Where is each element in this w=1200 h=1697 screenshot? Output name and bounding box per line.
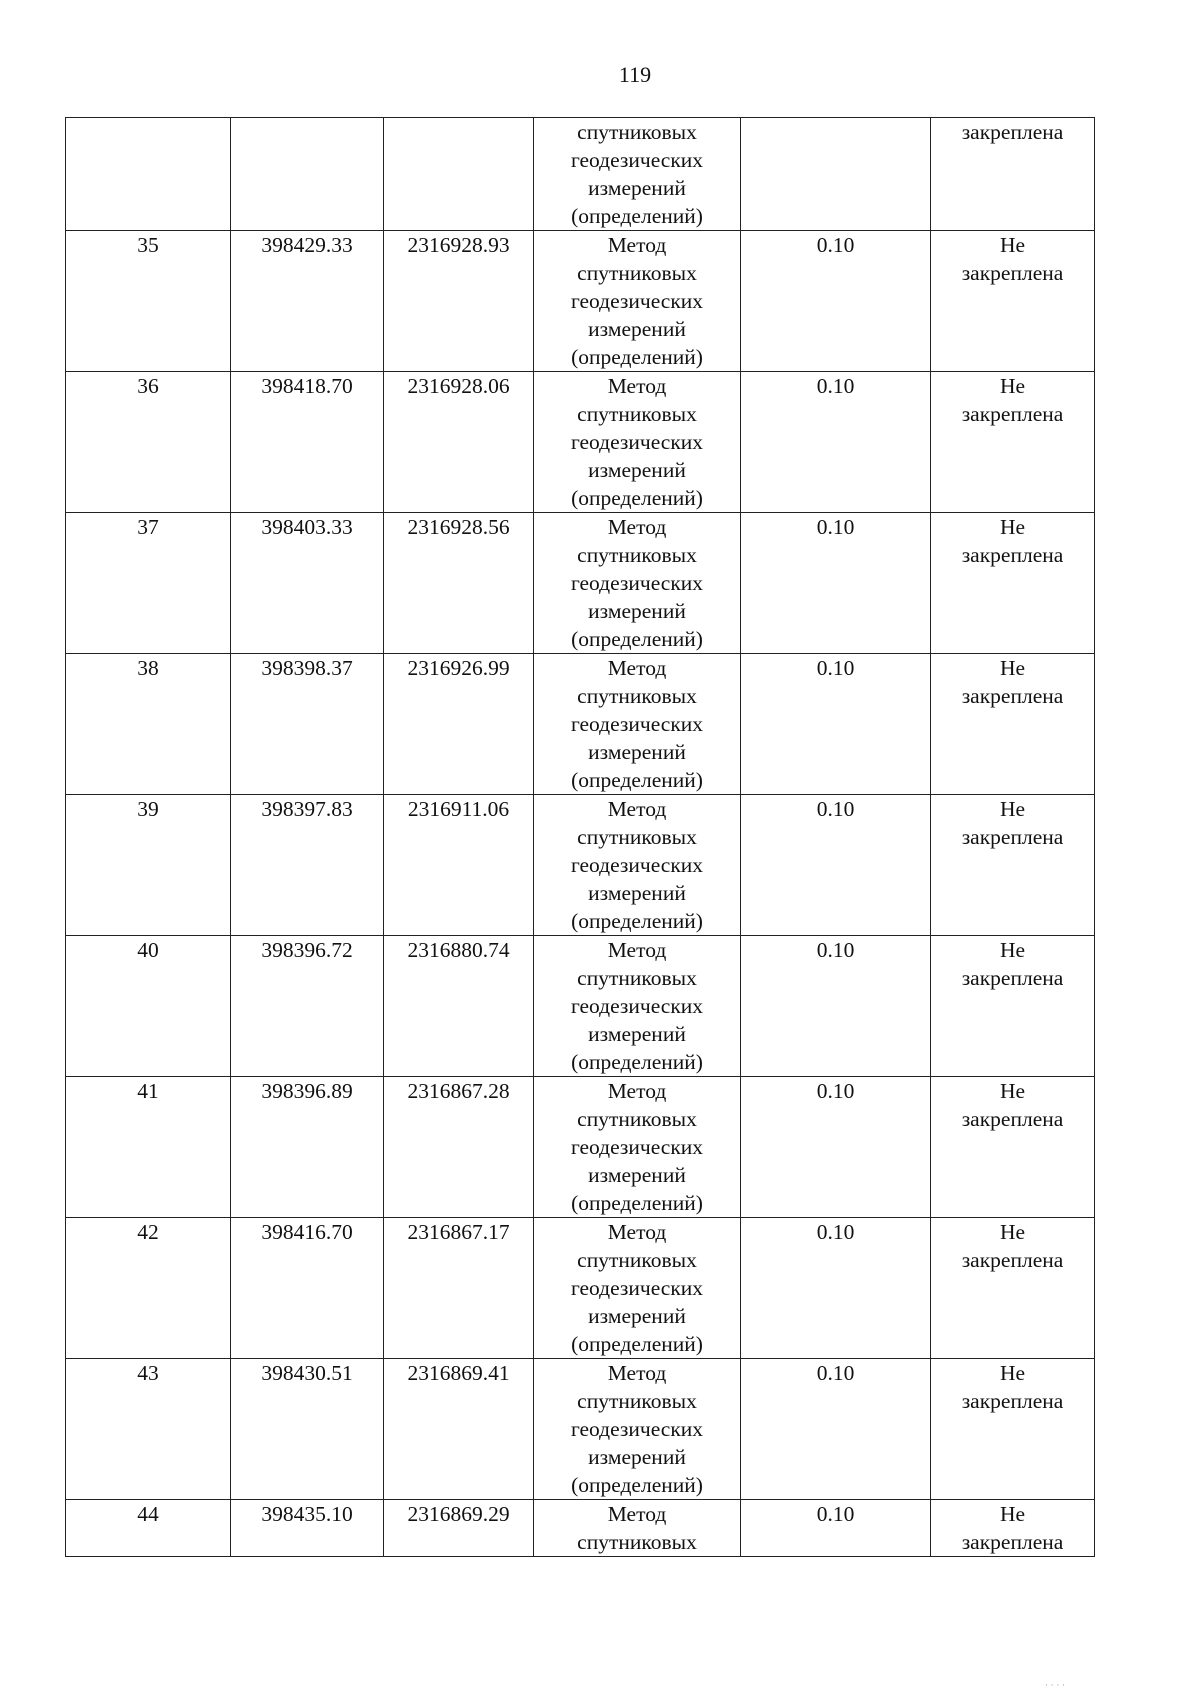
point-number-cell: 36 [66, 372, 231, 513]
y-coordinate-cell: 2316928.56 [384, 513, 534, 654]
x-coordinate-cell: 398430.51 [231, 1359, 384, 1500]
x-coordinate-cell: 398435.10 [231, 1500, 384, 1557]
accuracy-cell: 0.10 [741, 513, 931, 654]
point-number-cell: 43 [66, 1359, 231, 1500]
point-number-cell: 35 [66, 231, 231, 372]
fixation-cell: Не закреплена [931, 1218, 1095, 1359]
method-cell: Метод спутниковых геодезических измерений (определений) [534, 654, 741, 795]
table-body [66, 118, 1095, 1557]
point-number-cell [66, 118, 231, 231]
table-row [66, 372, 1095, 513]
method-cell: Метод спутниковых геодезических измерений (определений) [534, 1077, 741, 1218]
point-number-cell: 37 [66, 513, 231, 654]
point-number-cell: 39 [66, 795, 231, 936]
scan-artifact: · · · · [1045, 1681, 1066, 1691]
table-row [66, 1359, 1095, 1500]
x-coordinate-cell: 398396.89 [231, 1077, 384, 1218]
point-number-cell: 41 [66, 1077, 231, 1218]
method-cell: Метод спутниковых геодезических измерений (определений) [534, 372, 741, 513]
table-row [66, 1218, 1095, 1359]
y-coordinate-cell: 2316911.06 [384, 795, 534, 936]
x-coordinate-cell: 398397.83 [231, 795, 384, 936]
method-cell: спутниковых геодезических измерений (определений) [534, 118, 741, 231]
accuracy-cell: 0.10 [741, 1359, 931, 1500]
method-cell: Метод спутниковых геодезических измерений (определений) [534, 936, 741, 1077]
table-row [66, 1077, 1095, 1218]
y-coordinate-cell: 2316926.99 [384, 654, 534, 795]
accuracy-cell: 0.10 [741, 1218, 931, 1359]
x-coordinate-cell: 398396.72 [231, 936, 384, 1077]
method-cell: Метод спутниковых геодезических измерений (определений) [534, 1218, 741, 1359]
fixation-cell: Не закреплена [931, 372, 1095, 513]
fixation-cell: Не закреплена [931, 654, 1095, 795]
y-coordinate-cell: 2316928.93 [384, 231, 534, 372]
method-cell: Метод спутниковых геодезических измерений (определений) [534, 231, 741, 372]
x-coordinate-cell [231, 118, 384, 231]
x-coordinate-cell: 398429.33 [231, 231, 384, 372]
fixation-cell: Не закреплена [931, 1359, 1095, 1500]
accuracy-cell: 0.10 [741, 1500, 931, 1557]
point-number-cell: 42 [66, 1218, 231, 1359]
y-coordinate-cell: 2316928.06 [384, 372, 534, 513]
table-row [66, 936, 1095, 1077]
point-number-cell: 38 [66, 654, 231, 795]
y-coordinate-cell: 2316880.74 [384, 936, 534, 1077]
page-number: 119 [618, 62, 652, 87]
accuracy-cell: 0.10 [741, 936, 931, 1077]
x-coordinate-cell: 398403.33 [231, 513, 384, 654]
method-cell: Метод спутниковых [534, 1500, 741, 1557]
fixation-cell: Не закреплена [931, 795, 1095, 936]
x-coordinate-cell: 398398.37 [231, 654, 384, 795]
fixation-cell: Не закреплена [931, 936, 1095, 1077]
accuracy-cell: 0.10 [741, 1077, 931, 1218]
x-coordinate-cell: 398416.70 [231, 1218, 384, 1359]
y-coordinate-cell: 2316867.28 [384, 1077, 534, 1218]
fixation-cell: Не закреплена [931, 231, 1095, 372]
accuracy-cell: 0.10 [741, 231, 931, 372]
y-coordinate-cell [384, 118, 534, 231]
accuracy-cell [741, 118, 931, 231]
method-cell: Метод спутниковых геодезических измерений (определений) [534, 1359, 741, 1500]
table-row [66, 654, 1095, 795]
table-row [66, 118, 1095, 231]
method-cell: Метод спутниковых геодезических измерений (определений) [534, 513, 741, 654]
y-coordinate-cell: 2316867.17 [384, 1218, 534, 1359]
table-row [66, 513, 1095, 654]
point-number-cell: 40 [66, 936, 231, 1077]
table-row [66, 795, 1095, 936]
y-coordinate-cell: 2316869.41 [384, 1359, 534, 1500]
accuracy-cell: 0.10 [741, 654, 931, 795]
y-coordinate-cell: 2316869.29 [384, 1500, 534, 1557]
table-row [66, 231, 1095, 372]
coordinates-table [65, 117, 1095, 1557]
accuracy-cell: 0.10 [741, 795, 931, 936]
fixation-cell: Не закреплена [931, 513, 1095, 654]
accuracy-cell: 0.10 [741, 372, 931, 513]
table-row [66, 1500, 1095, 1557]
x-coordinate-cell: 398418.70 [231, 372, 384, 513]
point-number-cell: 44 [66, 1500, 231, 1557]
method-cell: Метод спутниковых геодезических измерений (определений) [534, 795, 741, 936]
fixation-cell: Не закреплена [931, 1077, 1095, 1218]
fixation-cell: Не закреплена [931, 1500, 1095, 1557]
fixation-cell: закреплена [931, 118, 1095, 231]
